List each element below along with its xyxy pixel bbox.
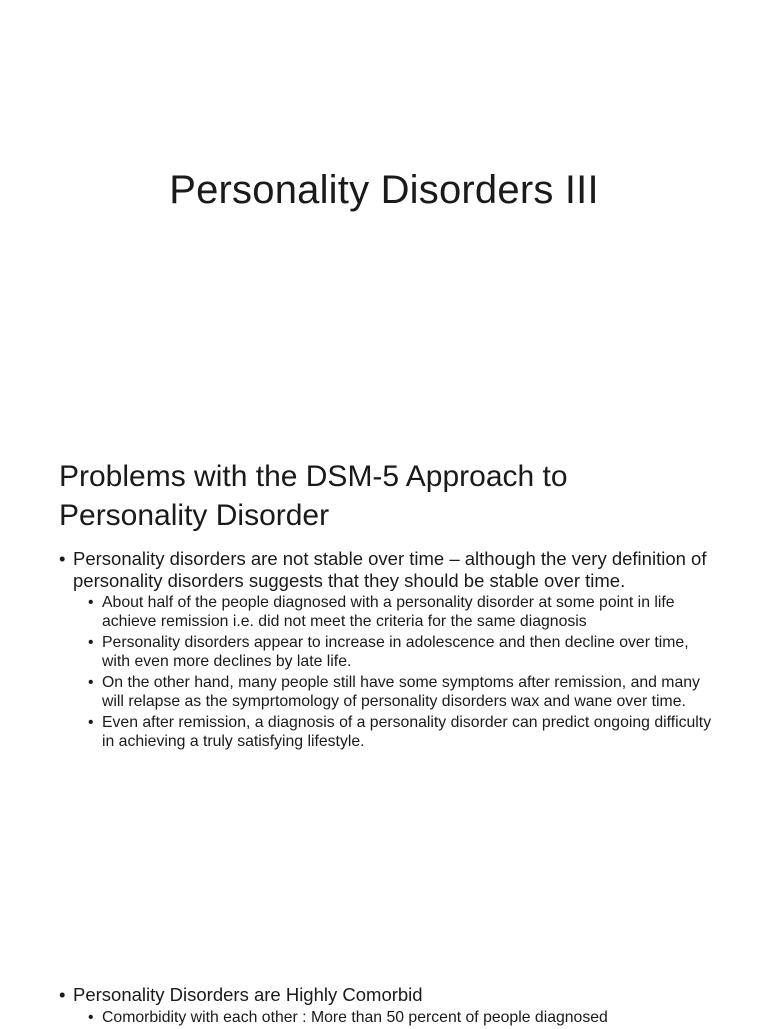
slide-heading-line1: Problems with the DSM-5 Approach to <box>59 460 568 493</box>
bullet-list-continued <box>59 984 719 1029</box>
sub-bullet-text: Comorbidity with each other : More than 50 percent of people diagnosed <box>102 1008 608 1026</box>
bullet-icon: • <box>59 548 66 569</box>
list-item <box>88 633 719 671</box>
list-item <box>59 548 719 751</box>
bullet-text: Personality disorders are not stable over time – although the very definition of personality disorders suggests that they should be stable over time. <box>73 548 707 591</box>
list-item <box>88 593 719 631</box>
slide-heading <box>59 457 739 535</box>
bullet-icon: • <box>59 984 66 1005</box>
slide-title <box>0 0 768 432</box>
slide-content <box>0 432 768 1024</box>
slide-heading-line2: Personality Disorder <box>59 499 330 532</box>
bullet-list <box>59 548 719 753</box>
bullet-icon: • <box>88 594 94 611</box>
bullet-icon: • <box>88 674 94 691</box>
bullet-text: Personality Disorders are Highly Comorbid <box>73 984 423 1005</box>
bullet-icon: • <box>88 1008 94 1026</box>
sub-bullet-text: Personality disorders appear to increase in adolescence and then decline over time, with even more declines by late life. <box>102 634 689 670</box>
sub-bullet-text: On the other hand, many people still have some symptoms after remission, and many will relapse as the symprtomology of personality disorders wax and wane over time. <box>102 674 700 710</box>
list-item <box>59 984 719 1027</box>
sub-bullet-list <box>73 593 719 751</box>
bullet-icon: • <box>88 634 94 651</box>
presentation-title: Personality Disorders III <box>169 168 599 212</box>
list-item <box>88 673 719 711</box>
sub-bullet-text: Even after remission, a diagnosis of a personality disorder can predict ongoing difficulty in achieving a truly satisfying lifestyle. <box>102 714 712 750</box>
sub-bullet-text: About half of the people diagnosed with a personality disorder at some point in life achieve remission i.e. did not meet the criteria for the same diagnosis <box>102 594 675 630</box>
bullet-icon: • <box>88 714 94 731</box>
list-item <box>88 713 719 751</box>
